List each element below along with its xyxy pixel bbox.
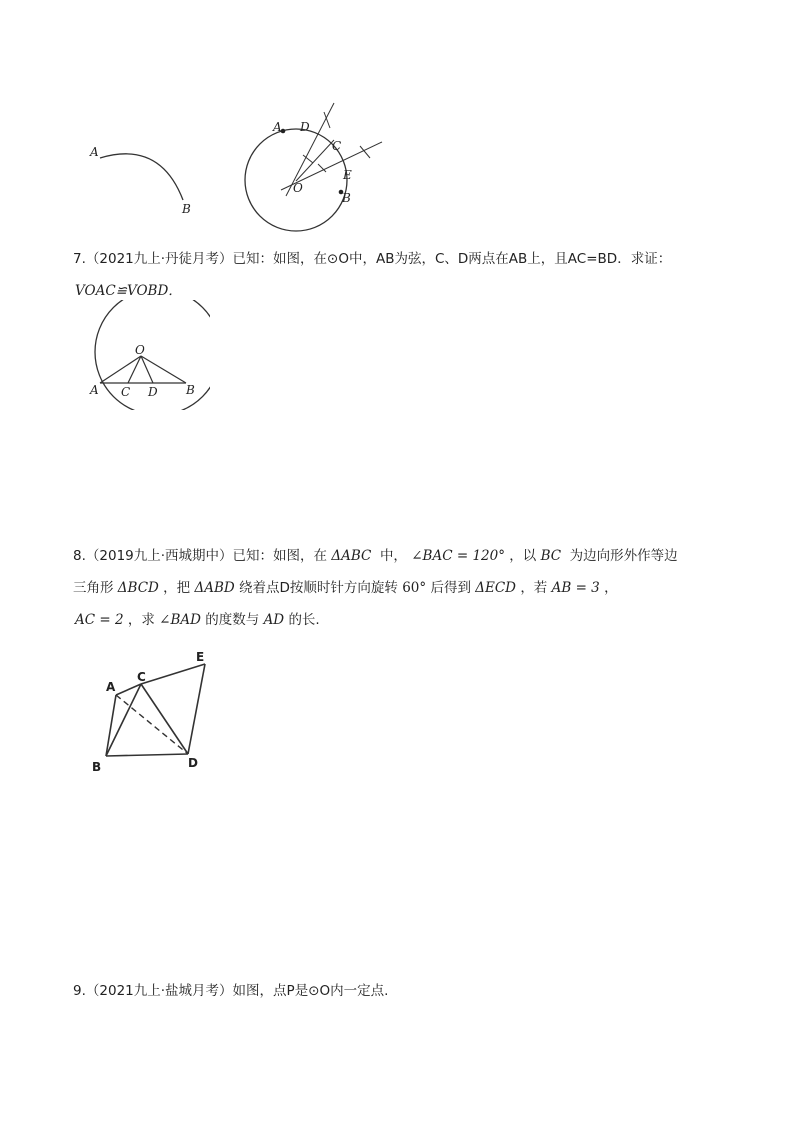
- q8-edge-ce: [141, 664, 205, 684]
- circle-label-a: A: [273, 120, 282, 134]
- q8-line-1: 8.（2019九上·西城期中）已知：如图，在 ΔABC 中， ∠BAC = 120° ，以 BC 为边向形外作等边: [73, 548, 678, 564]
- q7-source: （2021九上·丹徒月考）: [85, 251, 233, 267]
- q7-label-a: A: [90, 383, 99, 397]
- q8-figure: [85, 645, 225, 780]
- q8-line-2: 三角形 ΔBCD ，把 ΔABD 绕着点D按顺时针方向旋转 60° 后得到 ΔECD ，若 AB = 3 ，: [73, 580, 618, 596]
- circle-label-d: D: [300, 120, 310, 134]
- arc-label-a: A: [90, 145, 99, 159]
- q7-label-b: B: [186, 383, 195, 397]
- circle-label-c: C: [332, 139, 342, 153]
- q9-source: （2021九上·盐城月考）: [85, 983, 233, 999]
- q9-text: 如图，点P是⊙O内一定点.: [232, 983, 389, 999]
- circle-label-b: B: [342, 191, 351, 205]
- circle-label-o: O: [293, 181, 303, 195]
- q7-segment-ob: [141, 356, 186, 383]
- q7-line-2: [75, 281, 182, 301]
- top-figures: [0, 90, 420, 240]
- q8-label-e: E: [196, 650, 205, 664]
- q8-edge-bd: [106, 754, 188, 756]
- q8-source: （2019九上·西城期中）: [85, 548, 233, 564]
- q7-figure: [80, 300, 210, 410]
- q8-edge-cd: [141, 684, 188, 754]
- q8-label-c: C: [137, 670, 146, 684]
- q8-line-3: AC = 2 ，求 ∠BAD 的度数与 AD 的长.: [75, 612, 320, 628]
- q7-text: 已知：如图，在⊙O中，AB为弦，C、D两点在AB上，且AC=BD．求证：: [232, 251, 672, 267]
- q7-number: 7.: [73, 251, 86, 267]
- arc-mark-2: [303, 155, 313, 163]
- q7-label-o: O: [135, 343, 145, 357]
- q7-label-d: D: [148, 385, 158, 399]
- q8-label-d: D: [188, 756, 198, 770]
- arc-label-b: B: [182, 202, 191, 216]
- arc-ab: [100, 154, 183, 200]
- circle-label-e: E: [343, 168, 352, 182]
- q8-label-b: B: [92, 760, 102, 774]
- q7-label-c: C: [121, 385, 131, 399]
- radius-oa: [296, 140, 334, 181]
- q8-label-a: A: [106, 680, 116, 694]
- q9-number: 9.: [73, 983, 86, 999]
- q8-number: 8.: [73, 548, 86, 564]
- q9-line-1: [73, 981, 388, 1001]
- q7-congruence: VOAC≌VOBD．: [75, 283, 182, 299]
- q7-line-1: [73, 249, 671, 269]
- q8-edge-ed: [188, 664, 205, 754]
- q8-edge-ad: [116, 695, 188, 754]
